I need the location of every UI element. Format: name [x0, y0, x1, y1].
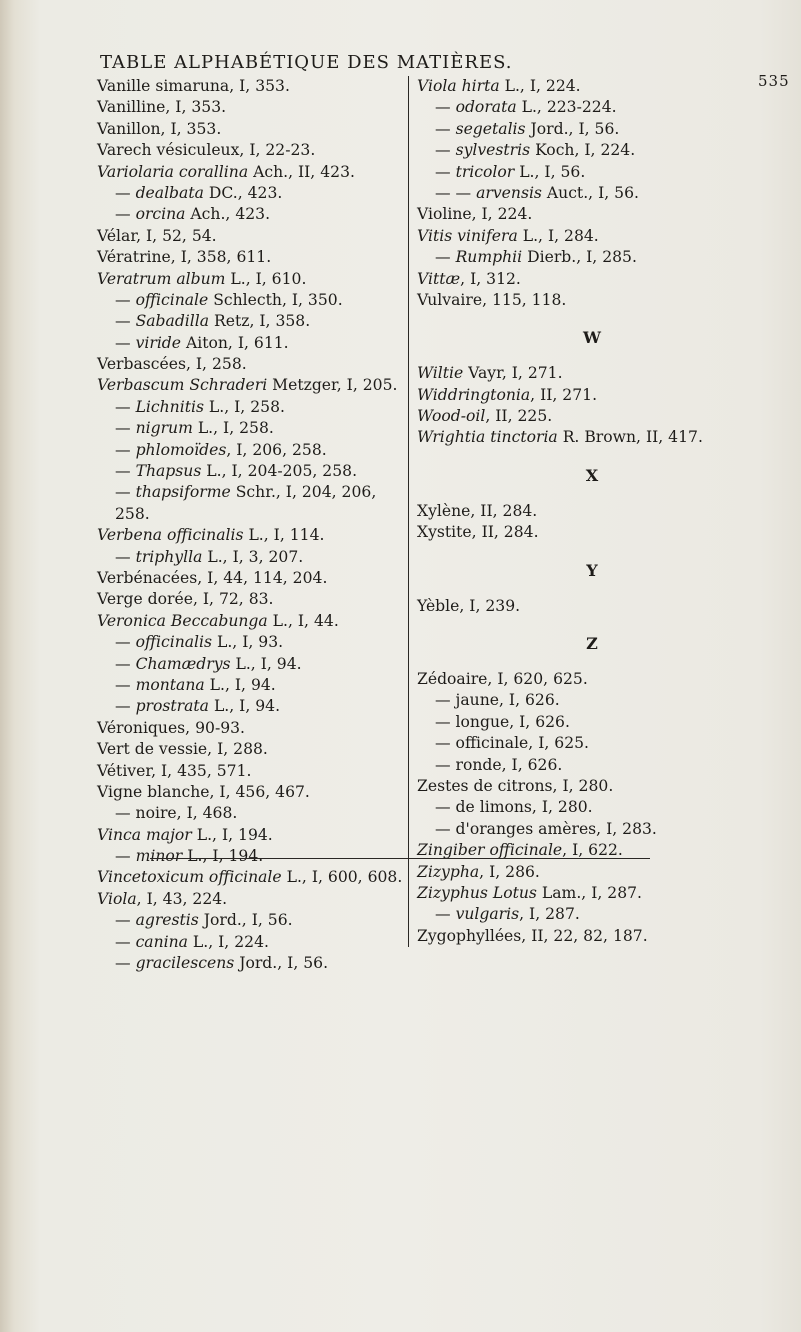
entry-text: DC., 423.	[203, 183, 283, 202]
entry-text: , I, 287.	[519, 905, 580, 924]
entry-text: Vert de vessie, I, 288.	[97, 740, 268, 759]
entry-text: , I, 206, 258.	[226, 440, 327, 459]
index-entry	[97, 761, 402, 782]
entry-text: — longue, I, 626.	[435, 712, 570, 731]
page-number: 535	[758, 72, 790, 90]
entry-text: Vayr, I, 271.	[463, 364, 563, 383]
entry-italic-term: Vinca major	[97, 825, 192, 844]
end-rule	[150, 858, 650, 859]
index-entry	[97, 568, 402, 589]
index-entry	[417, 406, 801, 427]
index-entry	[97, 354, 402, 375]
entry-text: Vulvaire, 115, 118.	[417, 290, 567, 309]
entry-text: — noire, I, 468.	[115, 804, 238, 823]
index-entry	[417, 247, 801, 268]
entry-text: —	[115, 654, 136, 673]
entry-text: Violine, I, 224.	[417, 205, 533, 224]
index-entry	[417, 269, 801, 290]
entry-italic-term: prostrata	[135, 697, 209, 716]
entry-text: Yèble, I, 239.	[417, 596, 521, 615]
entry-italic-term: Veratrum album	[97, 269, 226, 288]
entry-text: Koch, I, 224.	[530, 141, 636, 160]
entry-text: Zestes de citrons, I, 280.	[417, 776, 614, 795]
entry-text: L., I, 194.	[191, 825, 273, 844]
entry-text: —	[115, 847, 136, 866]
entry-text: —	[435, 905, 456, 924]
index-entry	[97, 910, 402, 931]
index-group-v	[417, 76, 801, 311]
entry-text: L., I, 94.	[230, 654, 302, 673]
entry-text: —	[115, 675, 136, 694]
entry-text: — ronde, I, 626.	[435, 755, 563, 774]
entry-text: L., I, 258.	[203, 397, 285, 416]
index-entry	[97, 76, 402, 97]
entry-text: —	[115, 312, 136, 331]
entry-italic-term: Vincetoxicum officinale	[97, 868, 282, 887]
entry-text: Xylène, II, 284.	[417, 501, 538, 520]
entry-italic-term: montana	[135, 675, 205, 694]
index-entry	[97, 375, 402, 396]
index-entry	[417, 904, 801, 925]
entry-text: Vigne blanche, I, 456, 467.	[97, 782, 310, 801]
entry-text: , II, 271.	[530, 385, 598, 404]
entry-text: Auct., I, 56.	[541, 183, 639, 202]
entry-italic-term: Wood-oil	[417, 407, 486, 426]
entry-text: L., I, 284.	[517, 226, 599, 245]
index-entry	[97, 889, 402, 910]
entry-italic-term: Wiltie	[417, 364, 464, 383]
entry-text: Jord., I, 56.	[198, 911, 293, 930]
entry-italic-term: officinalis	[135, 633, 213, 652]
entry-italic-term: Variolaria corallina	[97, 162, 249, 181]
entry-text: — de limons, I, 280.	[435, 798, 593, 817]
entry-text: —	[115, 697, 136, 716]
entry-italic-term: canina	[135, 932, 188, 951]
index-entry	[417, 596, 801, 617]
entry-text: —	[435, 162, 456, 181]
index-entry	[417, 522, 801, 543]
entry-text: —	[115, 419, 136, 438]
index-entry	[97, 718, 402, 739]
index-entry	[417, 776, 801, 797]
entry-text: — d'oranges amères, I, 283.	[435, 819, 657, 838]
entry-text: —	[115, 633, 136, 652]
entry-text: Metzger, I, 205.	[267, 376, 398, 395]
entry-text: —	[115, 954, 136, 973]
entry-italic-term: gracilescens	[135, 954, 235, 973]
entry-text: Vanillon, I, 353.	[97, 119, 222, 138]
index-entry	[417, 690, 801, 711]
index-group-x	[417, 501, 801, 544]
index-entry	[97, 97, 402, 118]
entry-text: Verbascées, I, 258.	[97, 355, 247, 374]
index-entry	[97, 611, 402, 632]
index-entry	[417, 733, 801, 754]
entry-text: —	[115, 483, 136, 502]
index-entry	[97, 204, 402, 225]
index-entry	[97, 311, 402, 332]
entry-italic-term: Viola	[97, 889, 137, 908]
entry-text: Vanille simaruna, I, 353.	[97, 77, 290, 95]
entry-text: Verbénacées, I, 44, 114, 204.	[97, 568, 328, 587]
entry-text: —	[115, 397, 136, 416]
index-entry	[417, 819, 801, 840]
index-entry	[417, 363, 801, 384]
index-entry	[417, 883, 801, 904]
entry-italic-term: Rumphii	[455, 248, 523, 267]
entry-text: —	[115, 932, 136, 951]
section-letter-z: Z	[586, 634, 598, 654]
entry-text: R. Brown, II, 417.	[557, 428, 703, 447]
entry-text: Vétiver, I, 435, 571.	[97, 761, 252, 780]
index-group-w	[417, 363, 801, 449]
entry-italic-term: thapsiforme	[135, 483, 231, 502]
index-entry	[97, 504, 402, 525]
entry-italic-term: Sabadilla	[135, 312, 210, 331]
entry-text: , I, 312.	[460, 269, 521, 288]
entry-italic-term: segetalis	[455, 119, 526, 138]
index-entry	[97, 632, 402, 653]
index-group-z	[417, 669, 801, 947]
index-entry	[417, 427, 801, 448]
index-entry	[97, 461, 402, 482]
index-entry	[97, 333, 402, 354]
index-entry	[97, 525, 402, 546]
entry-text: L., I, 114.	[243, 526, 325, 545]
index-entry	[97, 247, 402, 268]
index-entry	[97, 119, 402, 140]
index-entry	[417, 669, 801, 690]
entry-text: L., I, 94.	[204, 675, 276, 694]
entry-text: Zédoaire, I, 620, 625.	[417, 670, 588, 689]
entry-text: —	[115, 911, 136, 930]
index-entry	[417, 385, 801, 406]
entry-text: Jord., I, 56.	[525, 119, 620, 138]
index-entry	[97, 932, 402, 953]
entry-italic-term: Zizypha	[417, 862, 480, 881]
entry-text: L., I, 600, 608.	[281, 868, 403, 887]
entry-text: — officinale, I, 625.	[435, 734, 589, 753]
entry-text: —	[115, 205, 136, 224]
section-letter-x: X	[585, 465, 599, 485]
entry-text: —	[435, 98, 456, 117]
index-entry	[417, 183, 801, 204]
index-entry	[417, 797, 801, 818]
entry-italic-term: Zingiber officinale	[417, 841, 563, 860]
entry-text: L., I, 56.	[514, 162, 586, 181]
entry-text: Retz, I, 358.	[209, 312, 311, 331]
entry-text: Ach., 423.	[185, 205, 271, 224]
index-entry	[417, 140, 801, 161]
entry-text: —	[435, 141, 456, 160]
entry-text: —	[115, 440, 136, 459]
index-entry	[97, 867, 402, 888]
index-entry	[417, 76, 801, 97]
entry-text: L., I, 224.	[499, 77, 581, 95]
index-entry	[417, 755, 801, 776]
index-entry	[97, 589, 402, 610]
entry-italic-term: Widdringtonia	[417, 385, 531, 404]
entry-text: , II, 225.	[485, 407, 553, 426]
entry-italic-term: dealbata	[135, 183, 204, 202]
index-entry	[97, 675, 402, 696]
index-entry	[97, 397, 402, 418]
index-entry	[97, 953, 402, 974]
index-entry	[417, 862, 801, 883]
entry-italic-term: nigrum	[135, 419, 193, 438]
entry-text: Xystite, II, 284.	[417, 523, 539, 542]
index-entry	[97, 803, 402, 824]
entry-italic-term: Wrightia tinctoria	[417, 428, 558, 447]
entry-text: L., I, 3, 207.	[202, 547, 304, 566]
index-entry	[417, 162, 801, 183]
entry-italic-term: Veronica Beccabunga	[97, 611, 268, 630]
index-entry	[417, 97, 801, 118]
entry-text: L., I, 258.	[192, 419, 274, 438]
index-entry	[97, 846, 402, 867]
entry-italic-term: officinale	[135, 290, 209, 309]
entry-text: — —	[435, 183, 477, 202]
entry-italic-term: minor	[135, 847, 183, 866]
entry-text: L., 223-224.	[516, 98, 617, 117]
entry-italic-term: arvensis	[476, 183, 542, 202]
index-entry	[417, 119, 801, 140]
index-entry	[97, 226, 402, 247]
entry-text: L., I, 194.	[182, 847, 264, 866]
entry-text: —	[435, 119, 456, 138]
entry-text: , I, 622.	[562, 841, 623, 860]
entry-text: —	[435, 248, 456, 267]
entry-text: — jaune, I, 626.	[435, 691, 560, 710]
index-entry	[417, 290, 801, 311]
entry-italic-term: triphylla	[135, 547, 203, 566]
entry-text: Verge dorée, I, 72, 83.	[97, 590, 274, 609]
index-entry	[417, 226, 801, 247]
entry-text: Dierb., I, 285.	[522, 248, 637, 267]
entry-italic-term: Lichnitis	[135, 397, 204, 416]
entry-text: Aiton, I, 611.	[181, 333, 289, 352]
entry-text: Schlecth, I, 350.	[208, 290, 343, 309]
index-entry	[417, 501, 801, 522]
entry-italic-term: Zizyphus Lotus	[417, 883, 537, 902]
entry-text: L., I, 93.	[212, 633, 284, 652]
index-entry	[417, 926, 801, 947]
entry-text: Lam., I, 287.	[536, 883, 642, 902]
entry-italic-term: Vitis vinifera	[417, 226, 518, 245]
entry-italic-term: agrestis	[135, 911, 199, 930]
entry-text: Schr., I, 204, 206,	[230, 483, 377, 502]
entry-text: , I, 286.	[479, 862, 540, 881]
index-entry	[97, 782, 402, 803]
index-entry	[97, 547, 402, 568]
entry-text: Varech vésiculeux, I, 22-23.	[97, 141, 316, 160]
index-entry	[417, 204, 801, 225]
entry-text: —	[115, 547, 136, 566]
entry-text: 258.	[115, 504, 150, 523]
page-title: TABLE ALPHABÉTIQUE DES MATIÈRES.	[100, 52, 513, 73]
index-entry	[97, 739, 402, 760]
index-entry	[97, 825, 402, 846]
entry-text: —	[115, 462, 136, 481]
entry-text: Vératrine, I, 358, 611.	[97, 248, 272, 267]
index-entry	[97, 654, 402, 675]
section-letter-w: W	[583, 328, 601, 348]
index-entry	[97, 290, 402, 311]
entry-text: L., I, 610.	[225, 269, 307, 288]
entry-italic-term: viride	[135, 333, 182, 352]
entry-italic-term: Chamædrys	[135, 654, 231, 673]
entry-text: L., I, 44.	[267, 611, 339, 630]
entry-italic-term: sylvestris	[455, 141, 531, 160]
index-entry	[97, 183, 402, 204]
index-entry	[97, 440, 402, 461]
index-entry	[97, 269, 402, 290]
entry-text: —	[115, 333, 136, 352]
entry-text: —	[115, 183, 136, 202]
entry-text: —	[115, 290, 136, 309]
section-letter-y: Y	[586, 560, 598, 580]
entry-text: Vélar, I, 52, 54.	[97, 226, 217, 245]
entry-text: Véroniques, 90-93.	[97, 718, 246, 737]
index-entry	[97, 162, 402, 183]
entry-text: Vanilline, I, 353.	[97, 98, 227, 117]
index-column-right	[408, 76, 801, 947]
entry-text: Ach., II, 423.	[248, 162, 355, 181]
entry-italic-term: tricolor	[455, 162, 515, 181]
index-entry	[97, 418, 402, 439]
entry-text: Zygophyllées, II, 22, 82, 187.	[417, 926, 648, 945]
index-entry	[417, 712, 801, 733]
index-entry	[97, 696, 402, 717]
entry-text: L., I, 94.	[208, 697, 281, 716]
entry-italic-term: odorata	[455, 98, 517, 117]
entry-italic-term: Thapsus	[135, 462, 202, 481]
index-column-left	[97, 76, 402, 974]
entry-text: , I, 43, 224.	[136, 889, 228, 908]
entry-text: Jord., I, 56.	[234, 954, 329, 973]
entry-text: L., I, 224.	[187, 932, 269, 951]
index-group-y	[417, 596, 801, 617]
entry-italic-term: orcina	[135, 205, 186, 224]
index-entry	[97, 482, 402, 503]
entry-text: L., I, 204-205, 258.	[201, 462, 358, 481]
entry-italic-term: Verbascum Schraderi	[97, 376, 268, 395]
entry-italic-term: Verbena officinalis	[97, 526, 244, 545]
entry-italic-term: Vittæ	[417, 269, 461, 288]
entry-italic-term: Viola hirta	[417, 77, 500, 95]
index-entry	[97, 140, 402, 161]
entry-italic-term: vulgaris	[455, 905, 520, 924]
entry-italic-term: phlomoïdes	[135, 440, 227, 459]
